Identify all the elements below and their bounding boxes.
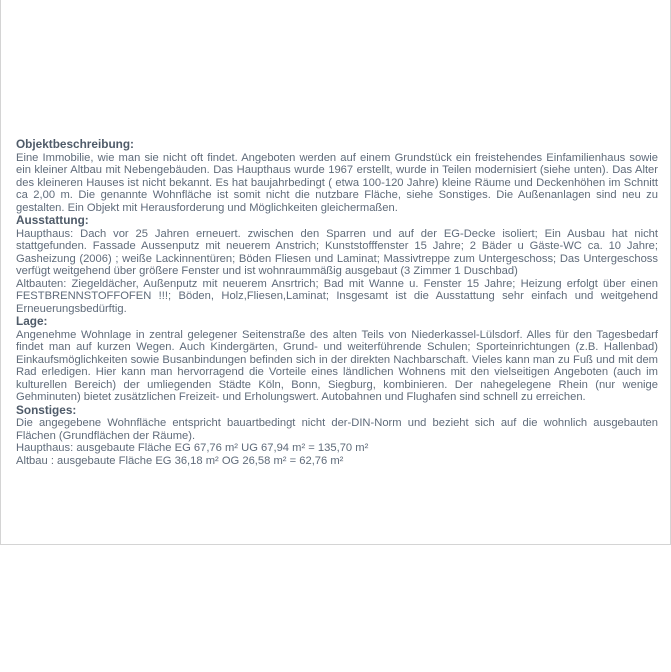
section-paragraph: Eine Immobilie, wie man sie nicht oft findet. Angeboten werden auf einem Grundstück ein freistehendes Einfamilienhaus sowie ein kleiner Altbau mit Nebengebäuden. Das Haupthaus wurde 1967 erstellt, wurde in Teilen modernisiert (siehe unten). Das Alter des kleineren Hauses ist nicht bekannt. Es hat baujahrbedingt ( etwa 100-120 Jahre) kleine Räume und Deckenhöhen im Schnitt ca 2,00 m. Die genannte Wohnfläche ist somit nicht die nutzbare Fläche, siehe Sonstiges. Die Außenanlagen sind neu zu gestalten. Ein Objekt mit Herausforderung und Möglichkeiten gleichermaßen.	[16, 151, 658, 214]
section-heading: Lage:	[16, 314, 48, 328]
section-paragraph: Angenehme Wohnlage in zentral gelegener Seitenstraße des alten Teils von Niederkassel-Lülsdorf. Alles für den Tagesbedarf findet man auf kurzen Wegen. Auch Kindergärten, Grund- und weiterführende Schulen; Sporteinrichtungen (z.B. Hallenbad) Einkaufsmöglichkeiten sowie Busanbindungen befinden sich in der direkten Nachbarschaft. Vieles kann man zu Fuß und mit dem Rad erledigen. Hier kann man hervorragend die Vorteile eines ländlichen Wohnens mit den vielseitigen Angeboten (auch im kulturellen Bereich) der umliegenden Städte Köln, Bonn, Siegburg, kombinieren. Der nahegelegene Rhein (nur wenige Gehminuten) bietet zusätzlichen Freizeit- und Erholungswert. Autobahnen und Flughafen sind schnell zu erreichen.	[16, 328, 658, 403]
property-description	[16, 138, 658, 467]
section-heading: Objektbeschreibung:	[16, 137, 134, 151]
area-line-haupthaus: Haupthaus: ausgebaute Fläche EG 67,76 m² UG 67,94 m² = 135,70 m²	[16, 442, 369, 454]
section-paragraph: Haupthaus: Dach vor 25 Jahren erneuert. zwischen den Sparren und auf der EG-Decke isoliert; Ein Ausbau hat nicht stattgefunden. Fassade Aussenputz mit neuerem Anstrich; Kunststofffenster 15 Jahre; 2 Bäder u Gäste-WC ca. 10 Jahre; Gasheizung (2006) ; weiße Lackinnentüren; Böden Fliesen und Laminat; Massivtreppe zum Untergeschoss; Das Untergeschoss verfügt weitgehend über größere Fenster und ist wohnraummäßig ausgebaut (3 Zimmer 1 Duschbad)	[16, 227, 658, 277]
section-ausstattung	[16, 214, 658, 315]
section-paragraph: Die angegebene Wohnfläche entspricht bauartbedingt nicht der-DIN-Norm und bezieht sich auf die wohnlich ausgebauten Flächen (Grundflächen der Räume).	[16, 417, 658, 442]
section-heading: Ausstattung:	[16, 213, 89, 227]
section-objektbeschreibung	[16, 138, 658, 214]
section-sonstiges	[16, 404, 658, 468]
area-line-altbau: Altbau : ausgebaute Fläche EG 36,18 m² OG 26,58 m² = 62,76 m²	[16, 454, 344, 467]
section-lage	[16, 315, 658, 404]
section-heading: Sonstiges:	[16, 402, 77, 417]
section-paragraph: Altbauten: Ziegeldächer, Außenputz mit neuerem Ansrtrich; Bad mit Wanne u. Fenster 15 Jahre; Heizung erfolgt über einen FESTBRENNSTOFFOFEN !!!; Böden, Holz,Fliesen,Laminat; Insgesamt ist die Ausstattung sehr einfach und weitgehend Erneuerungsbedürftig.	[16, 277, 658, 315]
